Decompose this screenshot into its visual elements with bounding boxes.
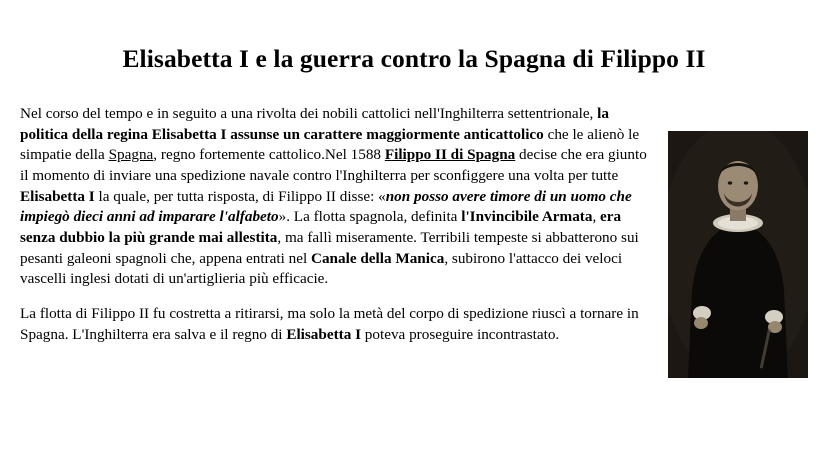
portrait-illustration [668, 131, 808, 378]
paragraph-2: La flotta di Filippo II fu costretta a ritirarsi, ma solo la metà del corpo di spedizione riuscì a tornare in Spagna. L'Inghilterra era salva e il regno di Elisabetta I poteva proseguire incontrastato. [20, 305, 639, 343]
body-text [20, 104, 652, 345]
portrait-image [668, 131, 808, 378]
page-title: Elisabetta I e la guerra contro la Spagna di Filippo II [122, 44, 706, 73]
paragraph-1: Nel corso del tempo e in seguito a una rivolta dei nobili cattolici nell'Inghilterra settentrionale, la politica della regina Elisabetta I assunse un carattere maggiormente anticattolico che le alienò le simpatie della Spagna, regno fortemente cattolico.Nel 1588 Filippo II di Spagna decise che era giunto il momento di inviare una spedizione navale contro l'Inghilterra per sconfiggere una volta per tutte Elisabetta I la quale, per tutta risposta, di Filippo II disse: «non posso avere timore di un uomo che impiegò dieci anni ad imparare l'alfabeto». La flotta spagnola, definita l'Invincibile Armata, era senza dubbio la più grande mai allestita, ma fallì miseramente. Terribili tempeste si abbatterono sui pesanti galeoni spagnoli che, appena entrati nel Canale della Manica, subirono l'attacco dei veloci vascelli inglesi dotati di un'artiglieria più efficacie. [20, 105, 647, 288]
